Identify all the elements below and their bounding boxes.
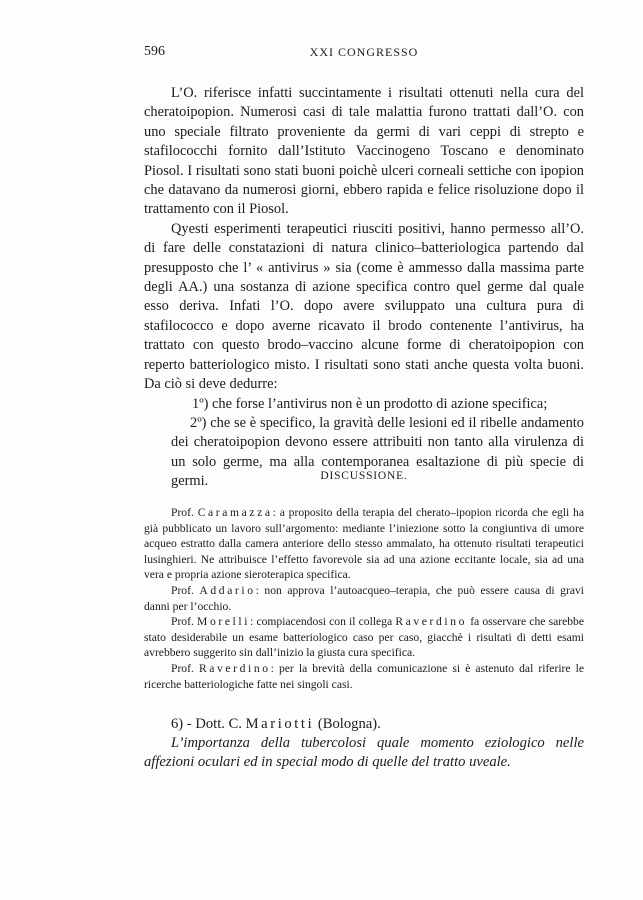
list-item: 1º) che forse l’antivirus non è un prodotto di azione specifica; bbox=[192, 395, 548, 412]
speaker-name: Caramazza bbox=[197, 506, 273, 519]
section-number: 6) - bbox=[171, 716, 192, 732]
main-text bbox=[144, 84, 584, 492]
author-affiliation: (Bologna). bbox=[317, 716, 381, 732]
discussion bbox=[144, 505, 584, 692]
speaker-name: Raverdino bbox=[395, 615, 468, 629]
speaker-title: Prof. bbox=[171, 615, 194, 629]
paragraph: L’O. riferisce infatti succintamente i risultati ottenuti nella cura del cheratoipopion. Numerosi casi di tale malattia furono trattati dall’O. con uno speciale filtrato proveniente da germi di vari ceppi di strepto e stafilococchi fornito dall’Istituto Vaccinogeno Toscano e denominato Piosol. I risultati sono stati buoni poichè ulceri corneali settiche con ipopion che datavano da numerosi giorni, ebbero rapida e felice risoluzione dopo il trattamento con il Piosol. bbox=[144, 85, 584, 218]
running-title: XXI CONGRESSO bbox=[309, 45, 419, 59]
entry-text: non approva l’autoacqueo–terapia, che può essere causa di gravi danni per l’occhio. bbox=[144, 583, 584, 613]
separator: : bbox=[272, 506, 276, 519]
discussion-title: DISCUSSIONE. bbox=[320, 470, 408, 482]
author-prefix: Dott. C. bbox=[195, 716, 242, 732]
section-title: L’importanza della tubercolosi quale momento eziologico nelle affezioni oculari ed in special modo di quelle del tratto uveale. bbox=[144, 735, 584, 770]
discussion-entry bbox=[144, 505, 584, 583]
discussion-entry bbox=[144, 614, 584, 661]
entry-text: compiacendosi con il collega bbox=[256, 615, 393, 629]
separator: : bbox=[250, 615, 254, 629]
list-item: 2º) che se è specifico, la gravità delle lesioni ed il ribelle andamento dei cheratoipopion devono essere attribuiti non tanto alla virulenza di un solo germe, ma alla contemporanea esaltazione di più specie di germi. bbox=[171, 414, 584, 490]
next-section bbox=[144, 714, 584, 772]
paragraph: Qyesti esperimenti terapeutici riusciti positivi, hanno permesso all’O. di fare delle constatazioni di natura clinico–batteriologica partendo dal presupposto che l’ « antivirus » sia (come è ammesso dalla massima parte degli AA.) una sostanza di azione specifica contro quel germe dal quale esso deriva. Infati l’O. dopo avere sviluppato una cultura pura di stafilococco e dopo averne ricavato il brodo contenente l’antivirus, ha trattato con questo brodo–vaccino alcune forme di cheratoipopion con reperto batteriologico misto. I risultati sono stati anche questa volta buoni. Da ciò si deve dedurre: bbox=[144, 220, 584, 393]
discussion-entry bbox=[144, 583, 584, 614]
separator: : bbox=[255, 583, 259, 597]
discussion-entry bbox=[144, 661, 584, 692]
separator: : bbox=[270, 661, 274, 675]
entry-text: fa osservare che sarebbe stato desiderabile un esame batteriologico caso per caso, giacchè i risultati di detti esami avrebbero suggerito sin dall’inizio la giusta cura specifica. bbox=[144, 615, 584, 660]
entry-text: per la brevità della comunicazione si è astenuto dal riferire le ricerche batteriologiche fatte nei singoli casi. bbox=[144, 661, 584, 691]
section-heading bbox=[144, 714, 584, 734]
speaker-title: Prof. bbox=[171, 661, 194, 675]
speaker-name: Morelli bbox=[197, 615, 251, 629]
speaker-title: Prof. bbox=[171, 583, 194, 597]
speaker-name: Raverdino bbox=[198, 661, 271, 675]
speaker-name: Addario bbox=[199, 583, 256, 597]
author-name: Mariotti bbox=[245, 716, 315, 732]
entry-text: a proposito della terapia del cherato–ipopion ricorda che egli ha già pubblicato un lavoro sull’argomento: mediante l’iniezione sotto la congiuntiva di umore acqueo estratto dalla camera anteriore dello stesso ammalato, ha ottenuto risultati terapeutici lusinghieri. Ne attribuisce l’effetto favorevole sia ad una azione eccitante locale, sia ad una vera e propria azione sieroterapica specifica. bbox=[144, 506, 584, 582]
page-number: 596 bbox=[144, 44, 165, 59]
speaker-title: Prof. bbox=[171, 506, 194, 519]
page-header bbox=[144, 44, 584, 64]
